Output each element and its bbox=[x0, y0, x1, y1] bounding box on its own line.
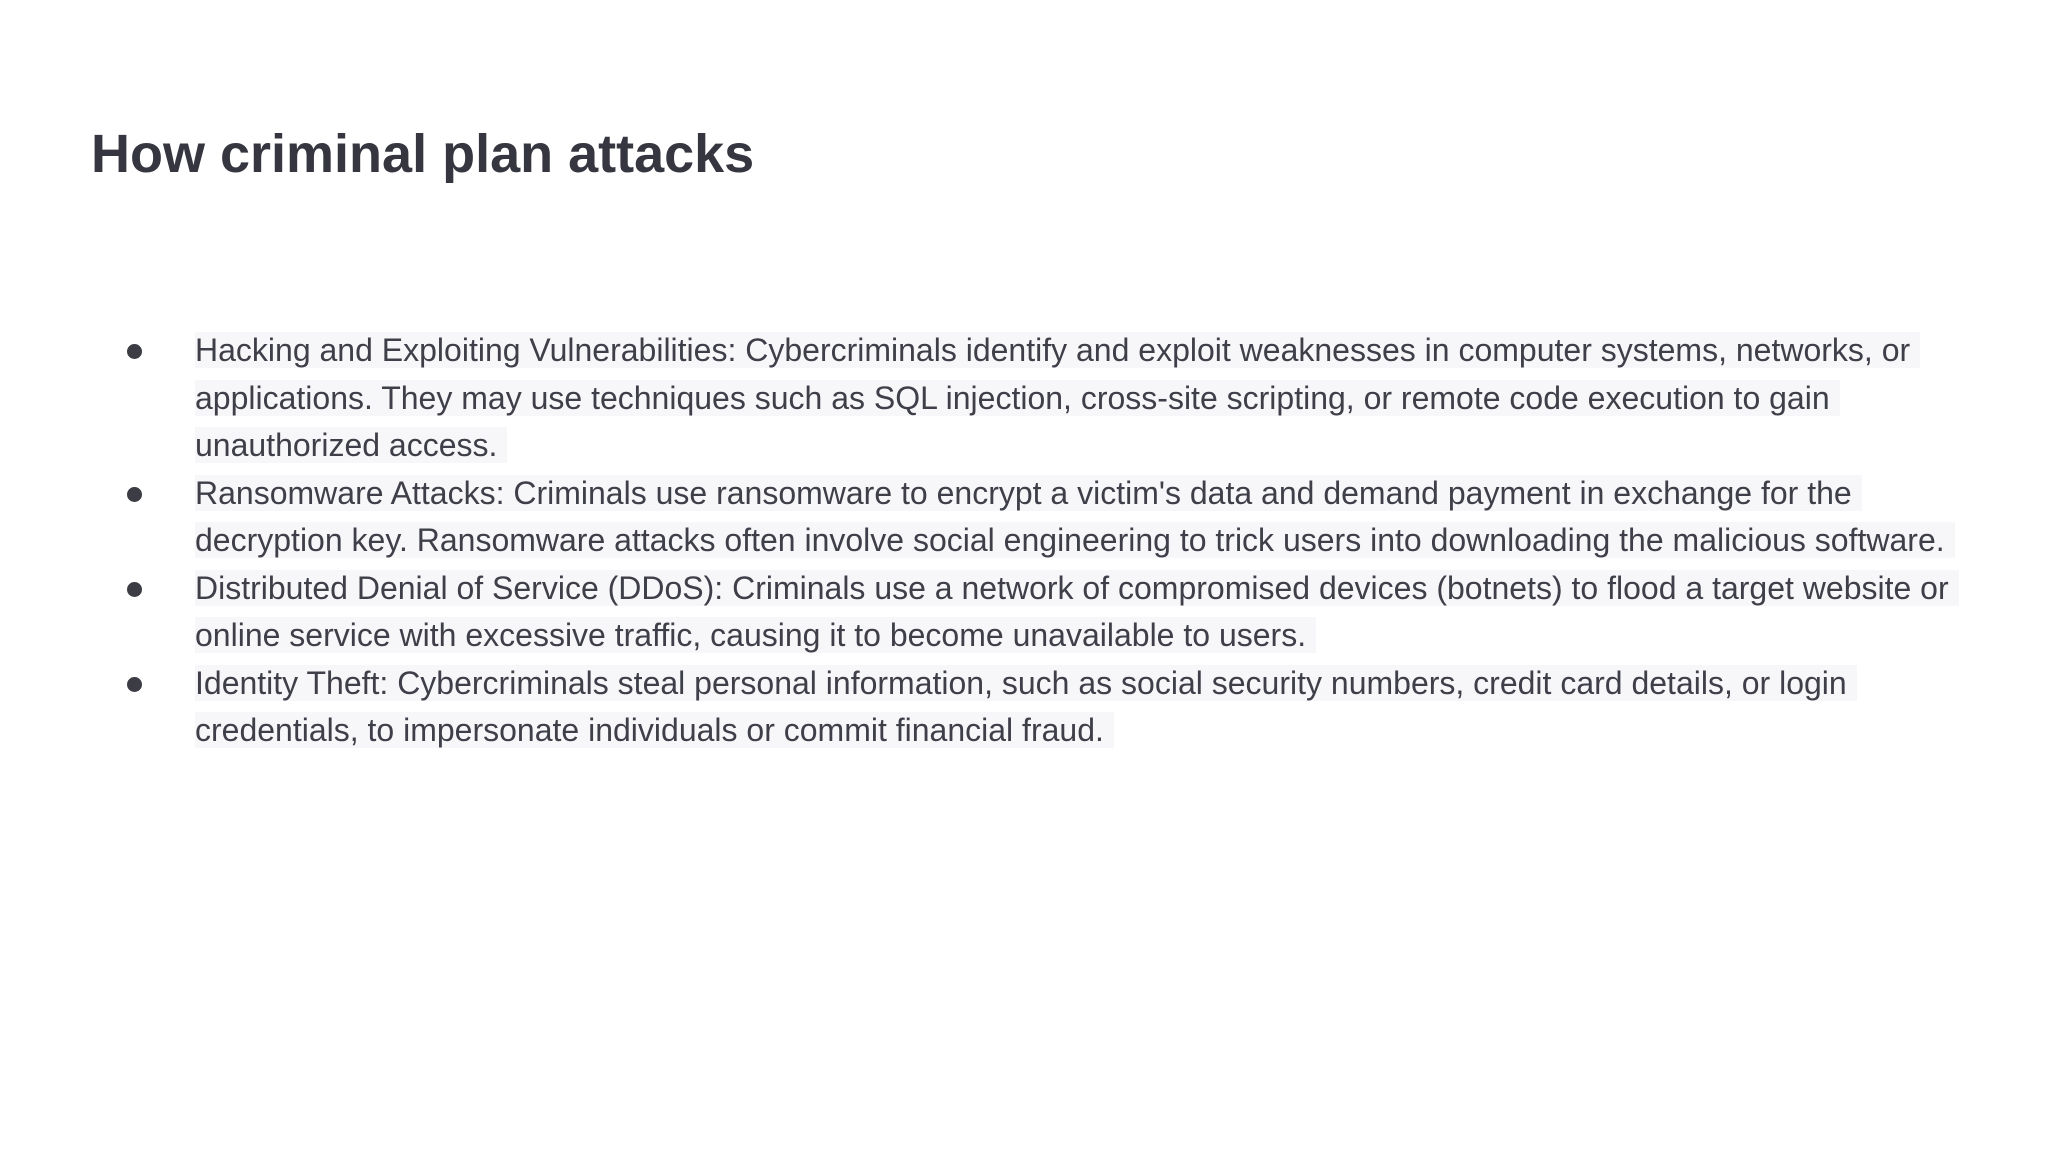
bullet-dot-icon bbox=[127, 677, 142, 692]
slide-title: How criminal plan attacks bbox=[91, 124, 755, 184]
bullet-dot-icon bbox=[127, 487, 142, 502]
list-item bbox=[0, 660, 1955, 755]
bullet-text: Distributed Denial of Service (DDoS): Criminals use a network of compromised devices (botnets) to flood a target website or online service with excessive traffic, causing it to become unavailable to users. bbox=[195, 570, 1959, 654]
bullet-text: Identity Theft: Cybercriminals steal personal information, such as social security numbers, credit card details, or login credentials, to impersonate individuals or commit financial fraud. bbox=[195, 665, 1857, 749]
list-item bbox=[0, 565, 1955, 660]
bullet-text: Hacking and Exploiting Vulnerabilities: Cybercriminals identify and exploit weaknesses in computer systems, networks, or applications. They may use techniques such as SQL injection, cross-site scripting, or remote code execution to gain unauthorized access. bbox=[195, 332, 1920, 463]
bullet-text: Ransomware Attacks: Criminals use ransomware to encrypt a victim's data and demand payment in exchange for the decryption key. Ransomware attacks often involve social engineering to trick users into downloading the malicious software. bbox=[195, 475, 1955, 559]
list-item bbox=[0, 470, 1955, 565]
list-item bbox=[0, 327, 1955, 470]
bullet-dot-icon bbox=[127, 582, 142, 597]
bullet-dot-icon bbox=[127, 344, 142, 359]
bullet-list bbox=[0, 327, 1955, 755]
